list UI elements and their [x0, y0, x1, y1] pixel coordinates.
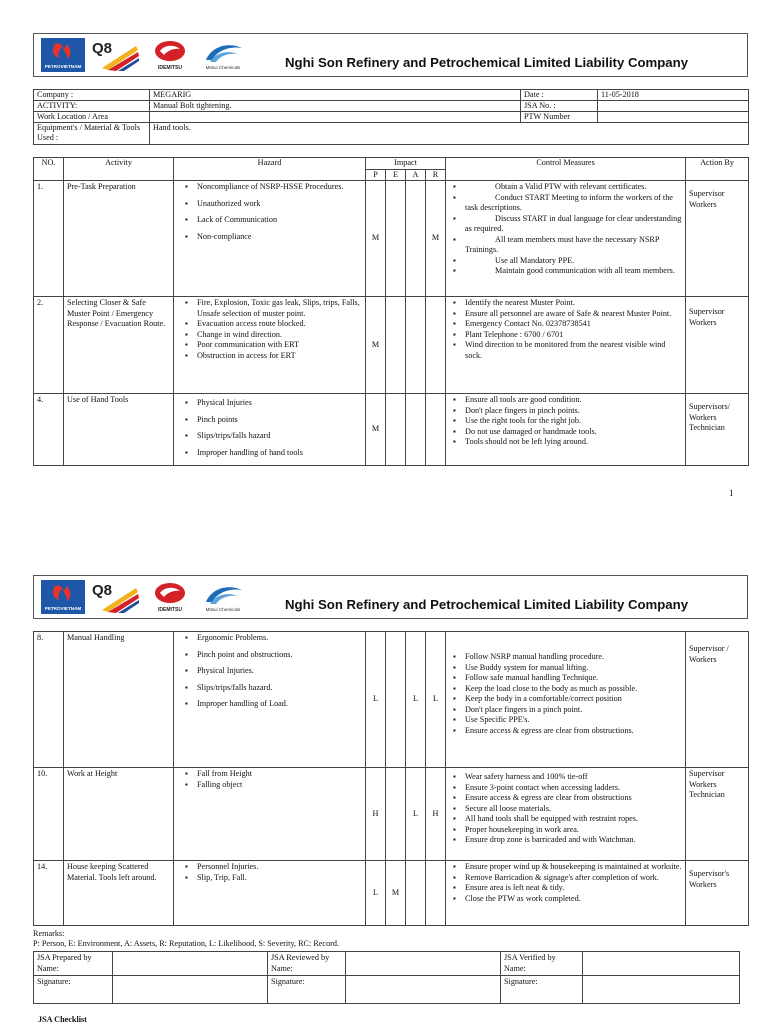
- control-item: ▪ Use all Mandatory PPE.: [449, 256, 682, 267]
- signoff-signature-row: [34, 976, 740, 1004]
- hazard-item: ▪ Evacuation access route blocked.: [177, 319, 362, 330]
- row-activity: Selecting Closer & Safe Muster Point / Emergency Response / Evacuation Route.: [64, 297, 174, 394]
- impact-r: M: [426, 181, 446, 297]
- idemitsu-logo-icon: [150, 580, 190, 614]
- impact-a: [406, 394, 426, 466]
- impact-r: L: [426, 632, 446, 768]
- control-item: ▪ Proper housekeeping in work area.: [449, 825, 682, 836]
- hazard-list: [177, 182, 362, 242]
- control-item: ▪ Obtain a Valid PTW with relevant certificates.: [449, 182, 682, 193]
- impact-a: L: [406, 632, 426, 768]
- reviewed-signature-field[interactable]: [346, 976, 501, 1004]
- control-item: ▪ Follow NSRP manual handling procedure.: [449, 652, 682, 663]
- impact-p: M: [366, 181, 386, 297]
- row-activity: Manual Handling: [64, 632, 174, 768]
- impact-e: [386, 181, 406, 297]
- row-hazards: [174, 297, 366, 394]
- row-action-by: Supervisors/ Workers Technician: [686, 394, 749, 466]
- control-item: ▪ Conduct START Meeting to inform the workers of the task descriptions.: [449, 193, 682, 214]
- activity-label: ACTIVITY:: [34, 101, 150, 112]
- hazard-list: [177, 633, 362, 710]
- control-item: ▪ Close the PTW as work completed.: [449, 894, 682, 905]
- control-item: ▪ Don't place fingers in a pinch point.: [449, 705, 682, 716]
- hazard-list: [177, 298, 362, 361]
- table-row: [34, 181, 749, 297]
- hazard-item: ▪ Slip, Trip, Fall.: [177, 873, 362, 884]
- date-value: 11-05-2018: [598, 90, 749, 101]
- control-item: ▪ Ensure proper wind up & housekeeping is maintained at worksite.: [449, 862, 682, 873]
- page1-header: [33, 33, 748, 77]
- verified-by-field[interactable]: [583, 952, 740, 976]
- svg-text:IDEMITSU: IDEMITSU: [158, 607, 182, 613]
- table-row: [34, 861, 749, 926]
- row-number: 8.: [34, 632, 64, 768]
- impact-e: [386, 394, 406, 466]
- ptw-label: PTW Number: [521, 112, 598, 123]
- control-item: ▪ All hand tools shall be equipped with restraint ropes.: [449, 814, 682, 825]
- hazard-item: ▪ Slips/trips/falls hazard: [177, 431, 362, 442]
- mitsui-chemicals-logo-icon: [198, 38, 248, 72]
- equipment-value: Hand tools.: [150, 123, 749, 145]
- q8-logo-icon: [88, 580, 140, 614]
- control-item: ▪ Wear safety harness and 100% tie-off: [449, 772, 682, 783]
- jsa-table-page2: [33, 631, 749, 926]
- col-hazard: Hazard: [174, 158, 366, 181]
- col-no: NO.: [34, 158, 64, 181]
- prepared-signature-label: Signature:: [34, 976, 113, 1004]
- work-location-label: Work Location / Area: [34, 112, 150, 123]
- row-number: 2.: [34, 297, 64, 394]
- jsa-table-page1: [33, 157, 749, 466]
- hazard-list: [177, 398, 362, 458]
- hazard-list: [177, 862, 362, 883]
- col-activity: Activity: [64, 158, 174, 181]
- hazard-item: ▪ Pinch points: [177, 415, 362, 426]
- control-item: ▪ Keep the load close to the body as much as possible.: [449, 684, 682, 695]
- equipment-label: Equipment's / Material & Tools Used :: [34, 123, 150, 145]
- q8-logo-icon: [88, 38, 140, 72]
- info-table: [33, 89, 749, 145]
- control-list: [449, 395, 682, 448]
- hazard-item: ▪ Ergonomic Problems.: [177, 633, 362, 644]
- control-item: ▪ Remove Barricadion & signage's after completion of work.: [449, 873, 682, 884]
- svg-text:Q8: Q8: [92, 582, 113, 599]
- col-e: E: [386, 169, 406, 181]
- svg-text:IDEMITSU: IDEMITSU: [158, 65, 182, 71]
- row-action-by: Supervisor Workers: [686, 181, 749, 297]
- hazard-item: ▪ Poor communication with ERT: [177, 340, 362, 351]
- impact-e: M: [386, 861, 406, 926]
- checklist-title: JSA Checklist: [38, 1015, 87, 1024]
- verified-signature-label: Signature:: [501, 976, 583, 1004]
- hazard-item: ▪ Slips/trips/falls hazard.: [177, 683, 362, 694]
- impact-a: L: [406, 768, 426, 861]
- hazard-item: ▪ Unauthorized work: [177, 199, 362, 210]
- row-number: 10.: [34, 768, 64, 861]
- control-list: [449, 182, 682, 277]
- row-number: 14.: [34, 861, 64, 926]
- control-item: ▪ Identify the nearest Muster Point.: [449, 298, 682, 309]
- page2-header: [33, 575, 748, 619]
- control-item: ▪ Ensure area is left neat & tidy.: [449, 883, 682, 894]
- signoff-table: [33, 951, 740, 1004]
- hazard-item: ▪ Personnel Injuries.: [177, 862, 362, 873]
- page-number: 1: [729, 488, 734, 498]
- row-controls: [446, 181, 686, 297]
- row-controls: [446, 861, 686, 926]
- hazard-item: ▪ Fall from Height: [177, 769, 362, 780]
- control-list: [449, 298, 682, 361]
- row-activity: Work at Height: [64, 768, 174, 861]
- row-controls: [446, 632, 686, 768]
- activity-value: Manual Bolt tightening.: [150, 101, 521, 112]
- table-row: [34, 297, 749, 394]
- control-item: ▪ Do not use damaged or handmade tools.: [449, 427, 682, 438]
- verified-by-label: JSA Verified by Name:: [501, 952, 583, 976]
- control-item: ▪ Maintain good communication with all team members.: [449, 266, 682, 277]
- control-item: ▪ Keep the body in a comfortable/correct position: [449, 694, 682, 705]
- signoff-name-row: [34, 952, 740, 976]
- impact-p: M: [366, 394, 386, 466]
- date-label: Date :: [521, 90, 598, 101]
- impact-r: [426, 861, 446, 926]
- reviewed-by-label: JSA Reviewed by Name:: [268, 952, 346, 976]
- row-action-by: Supervisor / Workers: [686, 632, 749, 768]
- control-item: ▪ Follow safe manual handling Technique.: [449, 673, 682, 684]
- row-hazards: [174, 632, 366, 768]
- company-title: Nghi Son Refinery and Petrochemical Limited Liability Company: [285, 597, 689, 612]
- hazard-item: ▪ Noncompliance of NSRP-HSSE Procedures.: [177, 182, 362, 193]
- hazard-item: ▪ Pinch point and obstructions.: [177, 650, 362, 661]
- info-row-company: [34, 90, 749, 101]
- row-number: 4.: [34, 394, 64, 466]
- impact-a: [406, 297, 426, 394]
- control-item: ▪ Ensure access & egress are clear from obstructions: [449, 793, 682, 804]
- impact-p: H: [366, 768, 386, 861]
- prepared-by-field[interactable]: [113, 952, 268, 976]
- impact-p: M: [366, 297, 386, 394]
- control-item: ▪ Emergency Contact No. 02378738541: [449, 319, 682, 330]
- col-action: Action By: [686, 158, 749, 181]
- control-item: ▪ Ensure all personnel are aware of Safe & nearest Muster Point.: [449, 309, 682, 320]
- company-value: MEGARIG: [150, 90, 521, 101]
- row-activity: Use of Hand Tools: [64, 394, 174, 466]
- hazard-item: ▪ Physical Injuries: [177, 398, 362, 409]
- jsa-no-value: [598, 101, 749, 112]
- impact-r: H: [426, 768, 446, 861]
- impact-r: [426, 297, 446, 394]
- control-item: ▪ Ensure 3-point contact when accessing ladders.: [449, 783, 682, 794]
- control-item: ▪ Discuss START in dual language for clear understanding as required.: [449, 214, 682, 235]
- control-item: ▪ Ensure all tools are good condition.: [449, 395, 682, 406]
- mitsui-chemicals-logo-icon: [198, 580, 248, 614]
- impact-e: [386, 768, 406, 861]
- prepared-signature-field[interactable]: [113, 976, 268, 1004]
- row-controls: [446, 297, 686, 394]
- control-item: ▪ Wind direction to be monitored from the nearest visible wind sock.: [449, 340, 682, 361]
- row-number: 1.: [34, 181, 64, 297]
- hazard-item: ▪ Change in wind direction.: [177, 330, 362, 341]
- svg-text:Mitsui Chemicals: Mitsui Chemicals: [205, 607, 241, 612]
- petrovietnam-logo-text: PETROVIETNAM: [44, 64, 82, 69]
- hazard-item: ▪ Physical Injuries.: [177, 666, 362, 677]
- row-action-by: Supervisor's Workers: [686, 861, 749, 926]
- svg-text:PETROVIETNAM: PETROVIETNAM: [44, 606, 82, 611]
- control-item: ▪ Don't place fingers in pinch points.: [449, 406, 682, 417]
- svg-text:Q8: Q8: [92, 40, 113, 57]
- hazard-item: ▪ Obstruction in access for ERT: [177, 351, 362, 362]
- hazard-item: ▪ Improper handling of Load.: [177, 699, 362, 710]
- control-item: ▪ Ensure access & egress are clear from obstructions.: [449, 726, 682, 737]
- remarks-title: Remarks:: [33, 929, 65, 938]
- hazard-item: ▪ Improper handling of hand tools: [177, 448, 362, 459]
- impact-e: [386, 297, 406, 394]
- table-header-row: [34, 158, 749, 170]
- idemitsu-logo-icon: [150, 38, 190, 72]
- hazard-list: [177, 769, 362, 790]
- svg-text:Mitsui Chemicals: Mitsui Chemicals: [205, 65, 241, 70]
- row-controls: [446, 768, 686, 861]
- col-r: R: [426, 169, 446, 181]
- jsa-no-label: JSA No. :: [521, 101, 598, 112]
- hazard-item: ▪ Fire, Explosion, Toxic gas leak, Slips, trips, Falls, Unsafe selection of muster point.: [177, 298, 362, 319]
- col-a: A: [406, 169, 426, 181]
- control-item: ▪ All team members must have the necessary NSRP Trainings.: [449, 235, 682, 256]
- row-activity: House keeping Scattered Material. Tools left around.: [64, 861, 174, 926]
- control-list: [449, 772, 682, 846]
- info-row-activity: [34, 101, 749, 112]
- impact-r: [426, 394, 446, 466]
- control-item: ▪ Ensure drop zone is barricaded and with Watchman.: [449, 835, 682, 846]
- reviewed-signature-label: Signature:: [268, 976, 346, 1004]
- reviewed-by-field[interactable]: [346, 952, 501, 976]
- row-hazards: [174, 768, 366, 861]
- col-control: Control Measures: [446, 158, 686, 181]
- info-row-location: [34, 112, 749, 123]
- col-impact: Impact: [366, 158, 446, 170]
- row-hazards: [174, 861, 366, 926]
- row-hazards: [174, 181, 366, 297]
- hazard-item: ▪ Non-compliance: [177, 232, 362, 243]
- control-list: [449, 652, 682, 736]
- hazard-item: ▪ Lack of Communication: [177, 215, 362, 226]
- table-row: [34, 394, 749, 466]
- company-title: Nghi Son Refinery and Petrochemical Limited Liability Company: [285, 55, 689, 70]
- row-action-by: Supervisor Workers: [686, 297, 749, 394]
- prepared-by-label: JSA Prepared by Name:: [34, 952, 113, 976]
- ptw-value: [598, 112, 749, 123]
- impact-a: [406, 181, 426, 297]
- table-row: [34, 632, 749, 768]
- control-item: ▪ Use the right tools for the right job.: [449, 416, 682, 427]
- petrovietnam-logo-icon: [41, 580, 85, 614]
- work-location-value: [150, 112, 521, 123]
- control-item: ▪ Plant Telephone : 6700 / 6701: [449, 330, 682, 341]
- impact-e: [386, 632, 406, 768]
- remarks: [33, 929, 339, 949]
- impact-a: [406, 861, 426, 926]
- control-item: ▪ Secure all loose materials.: [449, 804, 682, 815]
- row-activity: Pre-Task Preparation: [64, 181, 174, 297]
- petrovietnam-logo-icon: [41, 38, 85, 72]
- control-item: ▪ Tools should not be left lying around.: [449, 437, 682, 448]
- verified-signature-field[interactable]: [583, 976, 740, 1004]
- row-hazards: [174, 394, 366, 466]
- company-label: Company :: [34, 90, 150, 101]
- control-item: ▪ Use Buddy system for manual lifting.: [449, 663, 682, 674]
- remarks-legend: P: Person, E: Environment, A: Assets, R: Reputation, L: Likelihood, S: Severity, RC: Record.: [33, 939, 340, 948]
- impact-p: L: [366, 861, 386, 926]
- col-p: P: [366, 169, 386, 181]
- control-list: [449, 862, 682, 904]
- impact-p: L: [366, 632, 386, 768]
- hazard-item: ▪ Falling object: [177, 780, 362, 791]
- row-action-by: Supervisor Workers Technician: [686, 768, 749, 861]
- info-row-equipment: [34, 123, 749, 145]
- row-controls: [446, 394, 686, 466]
- control-item: ▪ Use Specific PPE's.: [449, 715, 682, 726]
- table-row: [34, 768, 749, 861]
